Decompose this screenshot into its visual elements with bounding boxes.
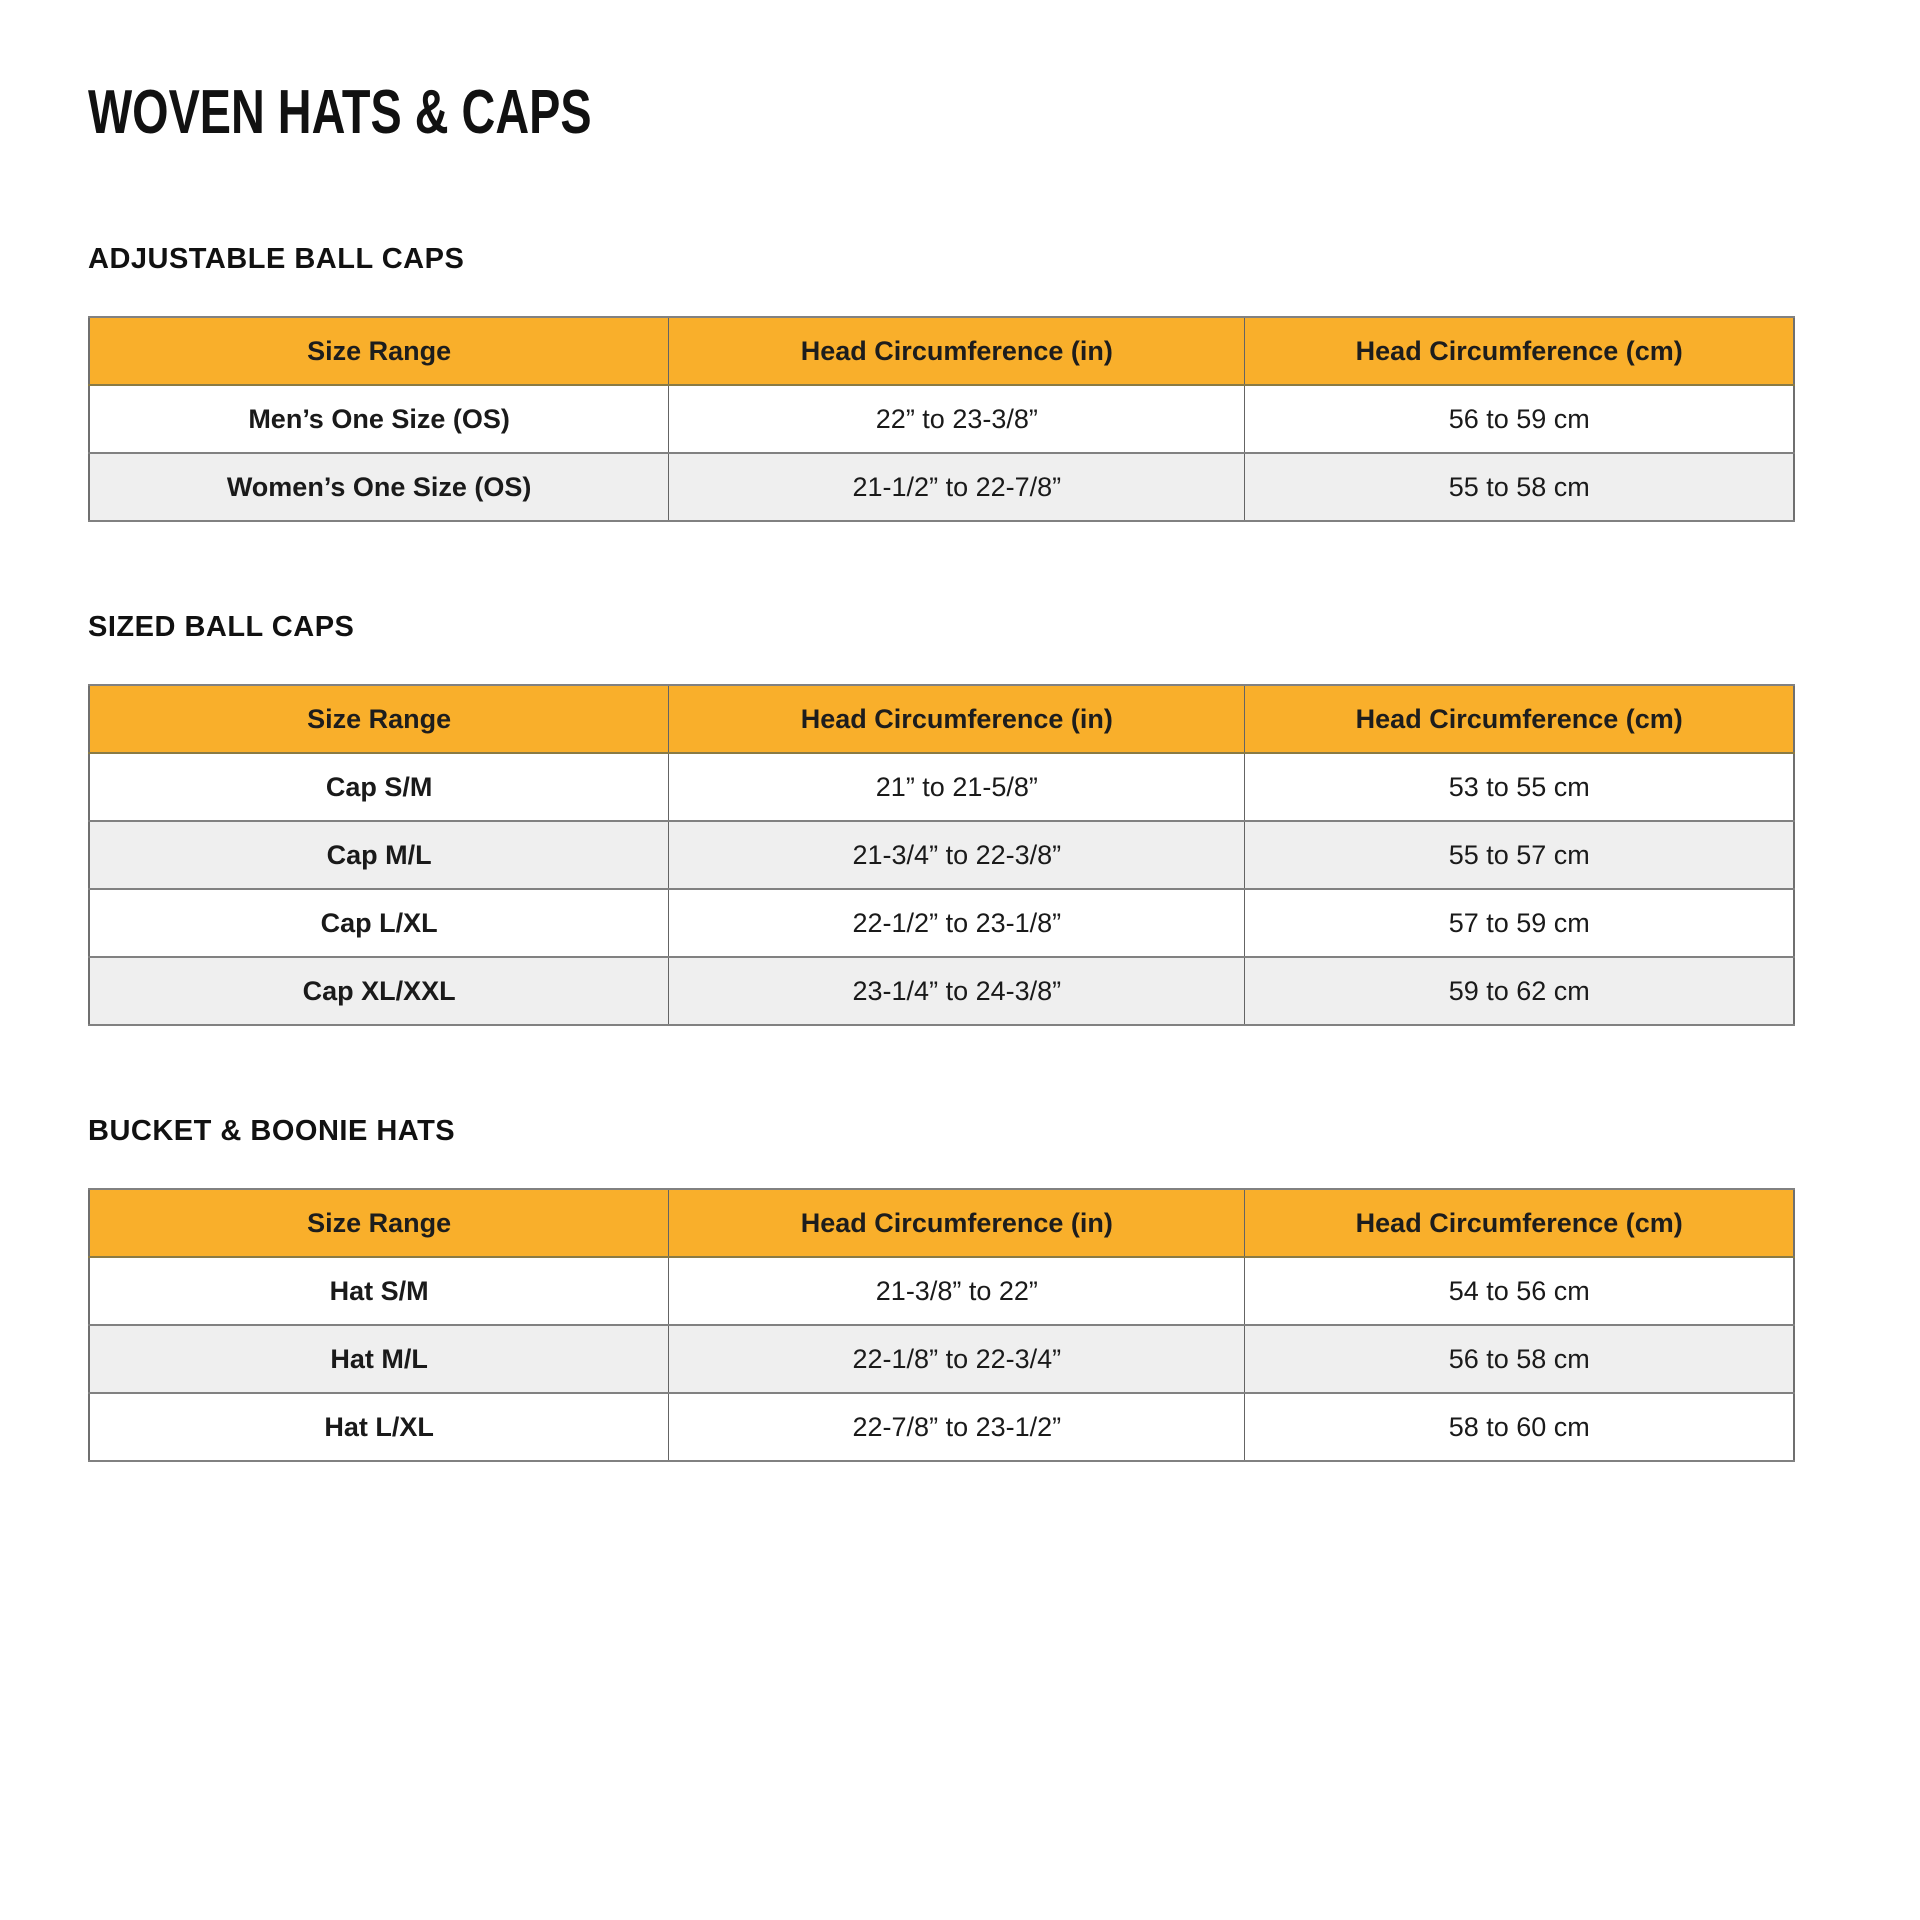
size-cell: Cap M/L xyxy=(89,821,669,889)
column-header-circumference-in: Head Circumference (in) xyxy=(669,317,1245,385)
column-header-circumference-cm: Head Circumference (cm) xyxy=(1245,685,1794,753)
column-header-size-range: Size Range xyxy=(89,317,669,385)
cm-cell: 58 to 60 cm xyxy=(1245,1393,1794,1461)
inches-cell: 22-1/2” to 23-1/8” xyxy=(669,889,1245,957)
section-heading: SIZED BALL CAPS xyxy=(88,611,355,643)
table-row xyxy=(89,1325,1794,1393)
inches-cell: 23-1/4” to 24-3/8” xyxy=(669,957,1245,1025)
inches-cell: 22-7/8” to 23-1/2” xyxy=(669,1393,1245,1461)
table-row xyxy=(89,889,1794,957)
cm-cell: 59 to 62 cm xyxy=(1245,957,1794,1025)
column-header-circumference-cm: Head Circumference (cm) xyxy=(1245,317,1794,385)
table-row xyxy=(89,957,1794,1025)
size-cell: Men’s One Size (OS) xyxy=(89,385,669,453)
column-header-circumference-in: Head Circumference (in) xyxy=(669,1189,1245,1257)
table-row xyxy=(89,1257,1794,1325)
cm-cell: 56 to 58 cm xyxy=(1245,1325,1794,1393)
table-row xyxy=(89,385,1794,453)
table-header-row xyxy=(89,685,1794,753)
size-cell: Women’s One Size (OS) xyxy=(89,453,669,521)
section-adjustable-ball-caps xyxy=(88,242,1920,522)
inches-cell: 21” to 21-5/8” xyxy=(669,753,1245,821)
inches-cell: 22-1/8” to 22-3/4” xyxy=(669,1325,1245,1393)
column-header-size-range: Size Range xyxy=(89,685,669,753)
inches-cell: 21-1/2” to 22-7/8” xyxy=(669,453,1245,521)
cm-cell: 56 to 59 cm xyxy=(1245,385,1794,453)
table-row xyxy=(89,821,1794,889)
column-header-circumference-in: Head Circumference (in) xyxy=(669,685,1245,753)
cm-cell: 53 to 55 cm xyxy=(1245,753,1794,821)
size-table-sized-ball-caps xyxy=(88,684,1795,1026)
cm-cell: 54 to 56 cm xyxy=(1245,1257,1794,1325)
size-cell: Hat S/M xyxy=(89,1257,669,1325)
table-row xyxy=(89,753,1794,821)
table-header-row xyxy=(89,317,1794,385)
size-table-bucket-boonie-hats xyxy=(88,1188,1795,1462)
section-bucket-boonie-hats xyxy=(88,1114,1920,1462)
table-row xyxy=(89,453,1794,521)
inches-cell: 22” to 23-3/8” xyxy=(669,385,1245,453)
section-heading: ADJUSTABLE BALL CAPS xyxy=(88,243,465,275)
size-cell: Cap XL/XXL xyxy=(89,957,669,1025)
size-cell: Cap S/M xyxy=(89,753,669,821)
table-row xyxy=(89,1393,1794,1461)
table-header-row xyxy=(89,1189,1794,1257)
cm-cell: 57 to 59 cm xyxy=(1245,889,1794,957)
column-header-circumference-cm: Head Circumference (cm) xyxy=(1245,1189,1794,1257)
cm-cell: 55 to 58 cm xyxy=(1245,453,1794,521)
section-heading: BUCKET & BOONIE HATS xyxy=(88,1115,456,1147)
size-table-adjustable-ball-caps xyxy=(88,316,1795,522)
cm-cell: 55 to 57 cm xyxy=(1245,821,1794,889)
inches-cell: 21-3/4” to 22-3/8” xyxy=(669,821,1245,889)
inches-cell: 21-3/8” to 22” xyxy=(669,1257,1245,1325)
section-sized-ball-caps xyxy=(88,610,1920,1026)
page-title: WOVEN HATS & CAPS xyxy=(88,76,592,147)
size-cell: Hat M/L xyxy=(89,1325,669,1393)
size-cell: Cap L/XL xyxy=(89,889,669,957)
column-header-size-range: Size Range xyxy=(89,1189,669,1257)
size-cell: Hat L/XL xyxy=(89,1393,669,1461)
